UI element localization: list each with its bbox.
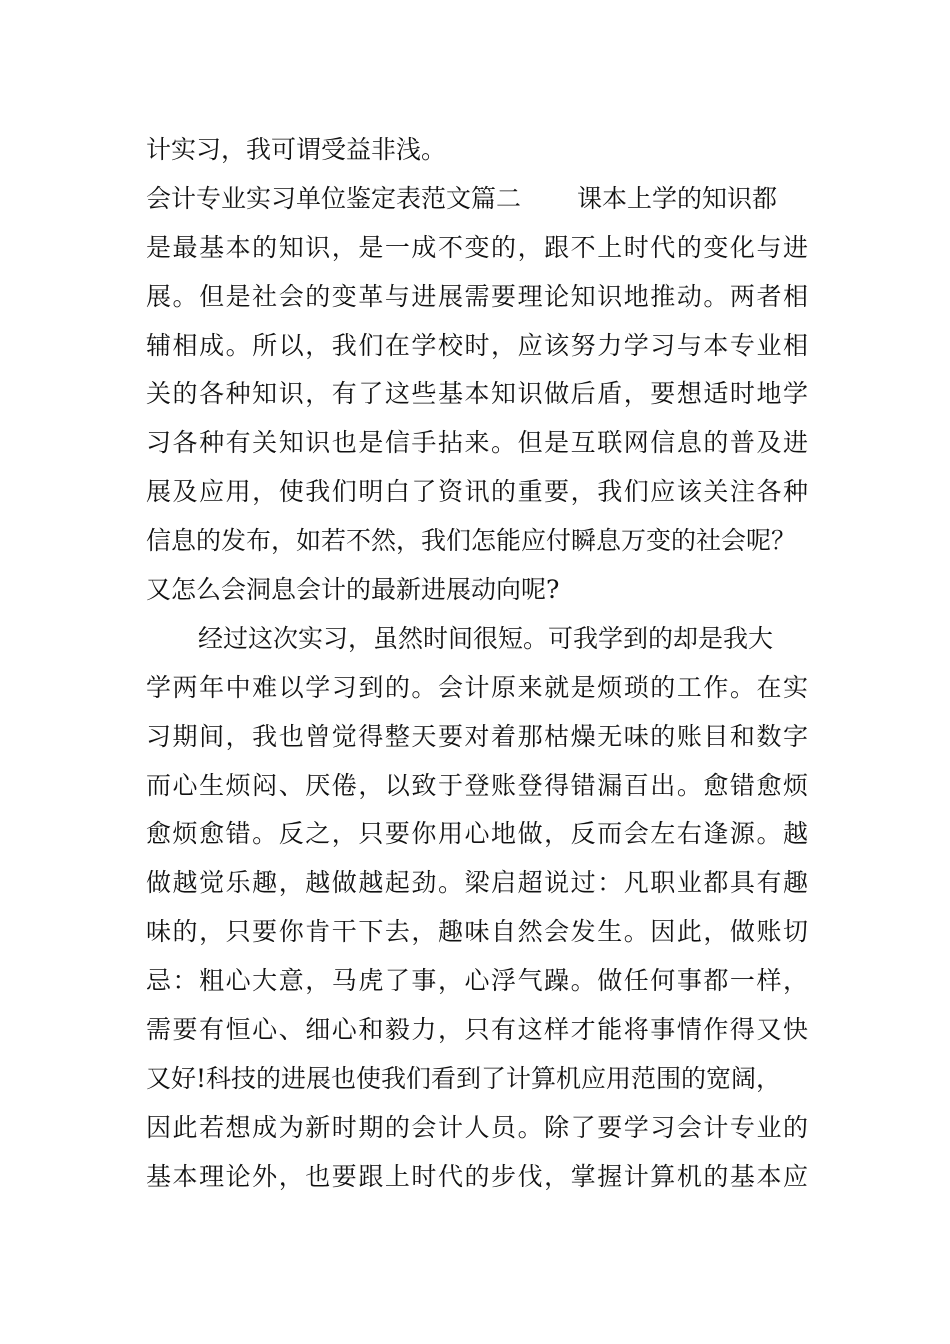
- text-line: 因此若想成为新时期的会计人员。除了要学习会计专业的: [146, 1112, 808, 1142]
- text-line: 而心生烦闷、厌倦，以致于登账登得错漏百出。愈错愈烦: [146, 770, 808, 800]
- text-line: 愈烦愈错。反之，只要你用心地做，反而会左右逢源。越: [146, 819, 808, 849]
- text-line: 关的各种知识，有了这些基本知识做后盾，要想适时地学: [146, 379, 808, 409]
- text-line: 习各种有关知识也是信手拈来。但是互联网信息的普及进: [146, 428, 808, 458]
- text-line: 味的，只要你肯干下去，趣味自然会发生。因此，做账切: [146, 917, 808, 947]
- text-line: 展及应用，使我们明白了资讯的重要，我们应该关注各种: [146, 477, 808, 507]
- text-line: 学两年中难以学习到的。会计原来就是烦琐的工作。在实: [146, 672, 808, 702]
- paragraph-start-line: [146, 615, 808, 664]
- text-line: 基本理论外，也要跟上时代的步伐，掌握计算机的基本应: [146, 1161, 808, 1191]
- document-body: [146, 126, 808, 1202]
- text-fragment: 经过这次实习，虽然时间很短。可我学到的却是我大: [198, 623, 774, 653]
- heading-line: [146, 175, 808, 224]
- text-line: 做越觉乐趣，越做越起劲。梁启超说过：凡职业都具有趣: [146, 868, 808, 898]
- text-line: 是最基本的知识，是一成不变的，跟不上时代的变化与进: [146, 232, 808, 262]
- text-line: 又好!科技的进展也使我们看到了计算机应用范围的宽阔，: [146, 1063, 782, 1093]
- text-line: 忌：粗心大意，马虎了事，心浮气躁。做任何事都一样，: [146, 966, 808, 996]
- text-line: 又怎么会洞息会计的最新进展动向呢?: [146, 575, 560, 605]
- text-fragment: 课本上学的知识都: [577, 183, 778, 213]
- section-heading: 会计专业实习单位鉴定表范文篇二: [146, 183, 522, 213]
- text-line: 习期间，我也曾觉得整天要对着那枯燥无味的账目和数字: [146, 721, 808, 751]
- text-line: 辅相成。所以，我们在学校时，应该努力学习与本专业相: [146, 330, 808, 360]
- text-line: 需要有恒心、细心和毅力，只有这样才能将事情作得又快: [146, 1015, 808, 1045]
- text-line: 信息的发布，如若不然，我们怎能应付瞬息万变的社会呢？: [146, 526, 797, 556]
- text-line: 计实习，我可谓受益非浅。: [146, 135, 447, 164]
- text-line: 展。但是社会的变革与进展需要理论知识地推动。两者相: [146, 281, 808, 311]
